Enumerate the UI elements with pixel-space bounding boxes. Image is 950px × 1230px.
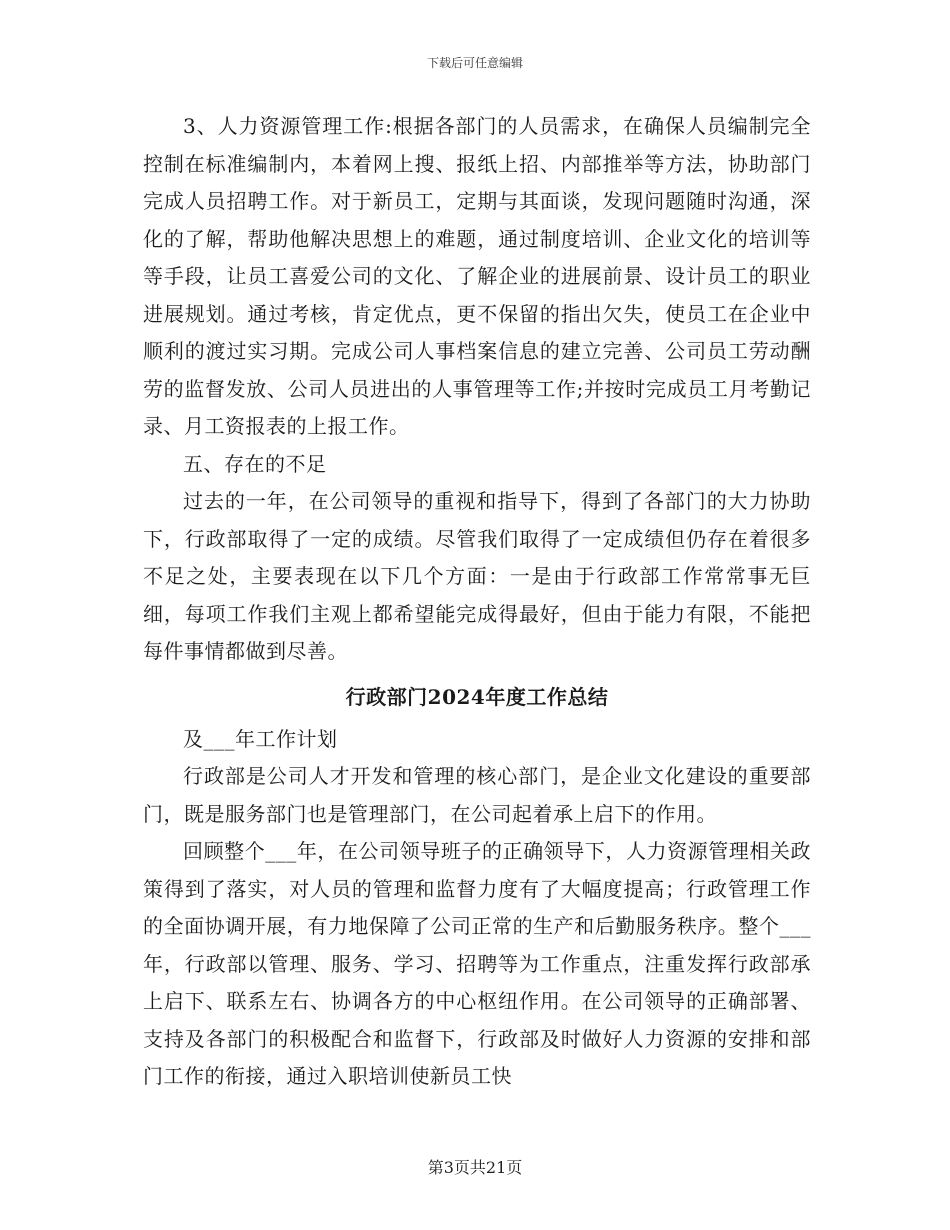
document-subtitle: 及___年工作计划 — [183, 726, 338, 751]
document-title: 行政部门2024年度工作总结 — [345, 684, 609, 709]
page-header: 下载后可任意编辑 — [426, 56, 523, 70]
section-heading-shortcomings: 五、存在的不足 — [183, 451, 327, 476]
paragraph-shortcomings: 过去的一年，在公司领导的重视和指导下，得到了各部门的大力协助下，行政部取得了一定的成绩。尽管我们取得了一定成绩但仍存在着很多不足之处，主要表现在以下几个方面：一是由于行政部工作常常事无巨细，每项工作我们主观上都希望能完成得最好，但由于能力有限，不能把每件事情都做到尽善。 — [143, 489, 811, 663]
paragraph-year-review: 回顾整个___年，在公司领导班子的正确领导下，人力资源管理相关政策得到了落实，对人员的管理和监督力度有了大幅度提高；行政管理工作的全面协调开展，有力地保障了公司正常的生产和后勤服务秩序。整个___年，行政部以管理、服务、学习、招聘等为工作重点，注重发挥行政部承上启下、联系左右、协调各方的中心枢纽作用。在公司领导的正确部署、支持及各部门的积极配合和监督下，行政部及时做好人力资源的安排和部门工作的衔接，通过入职培训使新员工快 — [143, 839, 811, 1088]
paragraph-hr-management: 3、人力资源管理工作:根据各部门的人员需求，在确保人员编制完全控制在标准编制内，本着网上搜、报纸上招、内部推举等方法，协助部门完成人员招聘工作。对于新员工，定期与其面谈，发现问题随时沟通，深化的了解，帮助他解决思想上的难题，通过制度培训、企业文化的培训等等手段，让员工喜爱公司的文化、了解企业的进展前景、设计员工的职业进展规划。通过考核，肯定优点，更不保留的指出欠失，使员工在企业中顺利的渡过实习期。完成公司人事档案信息的建立完善、公司员工劳动酬劳的监督发放、公司人员进出的人事管理等工作;并按时完成员工月考勤记录、月工资报表的上报工作。 — [143, 114, 811, 438]
paragraph-department-intro: 行政部是公司人才开发和管理的核心部门，是企业文化建设的重要部门，既是服务部门也是管理部门，在公司起着承上启下的作用。 — [143, 764, 811, 826]
page-number: 第3页共21页 — [427, 1158, 523, 1177]
document-body — [143, 108, 811, 1096]
